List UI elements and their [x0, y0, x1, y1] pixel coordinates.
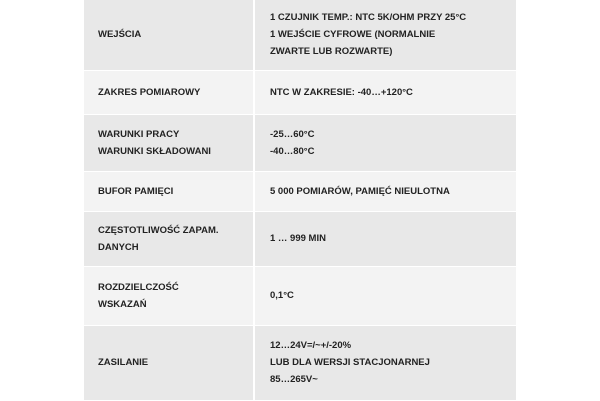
spec-label-line: BUFOR PAMIĘCI [98, 185, 174, 197]
spec-value-line: 1 CZUJNIK TEMP.: NTC 5K/OHM PRZY 25°C [270, 12, 467, 24]
spec-value [254, 266, 516, 325]
spec-value-line: 5 000 POMIARÓW, PAMIĘĆ NIEULOTNA [270, 185, 450, 197]
spec-label-line: WEJŚCIA [98, 29, 142, 41]
spec-value [254, 325, 516, 400]
spec-label [84, 171, 254, 211]
spec-label-line: CZĘSTOTLIWOŚĆ ZAPAM. [98, 224, 219, 236]
spec-row-inputs [84, 0, 516, 70]
spec-value-line: -25…60°C [270, 128, 315, 140]
spec-row-resolution [84, 266, 516, 325]
spec-label-line: DANYCH [98, 241, 139, 253]
spec-label-line: ZAKRES POMIAROWY [98, 86, 201, 98]
spec-label-line: WARUNKI SKŁADOWANI [98, 145, 211, 157]
spec-value-line: LUB DLA WERSJI STACJONARNEJ [270, 357, 430, 368]
spec-label-line: ZASILANIE [98, 357, 149, 368]
spec-value-line: 0,1°C [270, 290, 294, 301]
spec-value-line: 1 … 999 MIN [270, 233, 326, 244]
spec-value [254, 70, 516, 114]
spec-value-line: ZWARTE LUB ROZWARTE) [270, 46, 393, 58]
spec-value-line: 85…265V~ [270, 374, 318, 385]
spec-value [254, 171, 516, 211]
spec-value-line: 12…24V=/~+/-20% [270, 340, 352, 351]
spec-row-power-supply [84, 325, 516, 400]
spec-label [84, 70, 254, 114]
spec-row-measuring-range [84, 70, 516, 114]
spec-row-logging-frequency [84, 211, 516, 266]
spec-value [254, 0, 516, 70]
spec-row-operating-conditions [84, 114, 516, 171]
spec-label-line: ROZDZIELCZOŚĆ [98, 281, 179, 293]
spec-value [254, 114, 516, 171]
spec-value-line: 1 WEJŚCIE CYFROWE (NORMALNIE [270, 29, 436, 41]
spec-row-memory-buffer [84, 171, 516, 211]
spec-label [84, 211, 254, 266]
spec-value [254, 211, 516, 266]
spec-value-line: NTC W ZAKRESIE: -40…+120°C [270, 86, 413, 98]
spec-label [84, 114, 254, 171]
spec-label-line: WARUNKI PRACY [98, 128, 180, 140]
spec-label [84, 0, 254, 70]
spec-label-line: WSKAZAŃ [98, 298, 147, 310]
spec-label [84, 266, 254, 325]
spec-value-line: -40…80°C [270, 145, 315, 157]
specifications-table [84, 0, 516, 401]
spec-label [84, 325, 254, 400]
